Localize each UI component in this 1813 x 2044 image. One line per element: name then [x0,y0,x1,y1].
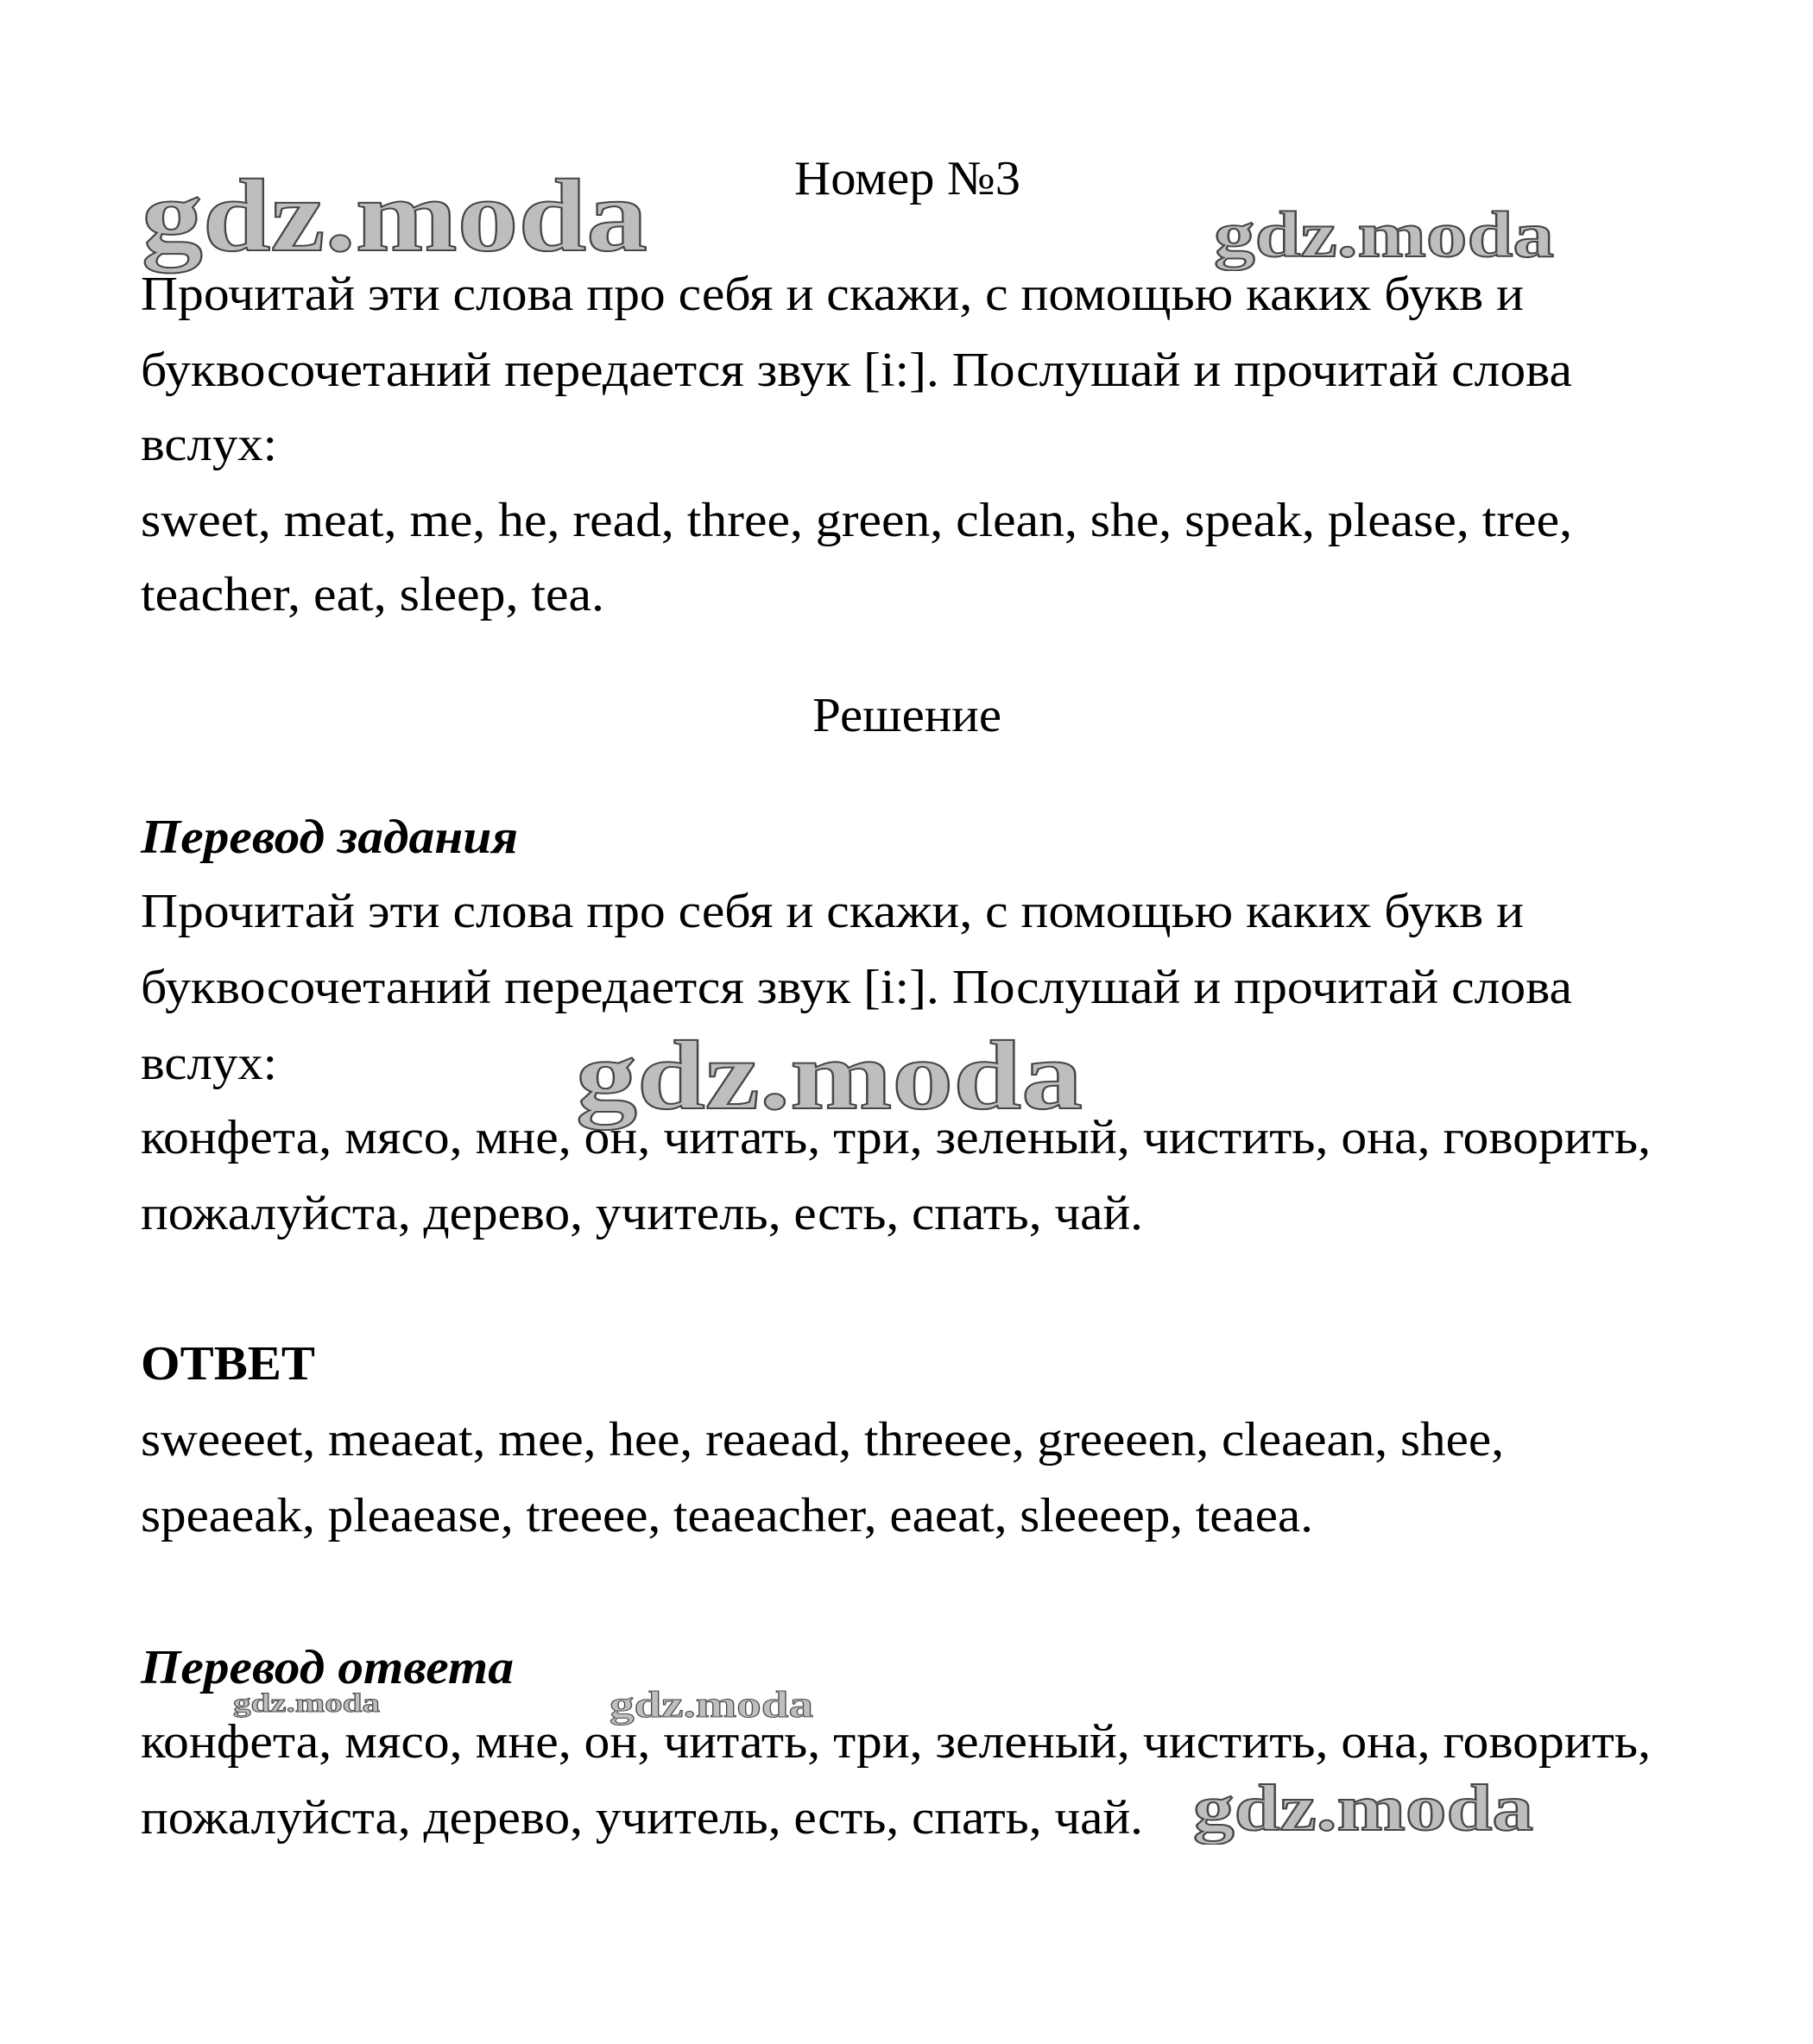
translation-answer-heading: Перевод ответа [141,1641,514,1694]
translation-task-heading: Перевод задания [141,811,518,864]
task-line: Прочитай эти слова про себя и скажи, с помощью каких букв и [141,268,1525,321]
translation-answer-line: пожалуйста, дерево, учитель, есть, спать, чай. [141,1791,1143,1845]
translation-answer-line: конфета, мясо, мне, он, читать, три, зеленый, чистить, она, говорить, [141,1715,1651,1769]
watermark: gdz.moda [1193,1772,1533,1845]
page-title: Номер №3 [794,152,1020,205]
task-line: вслух: [141,418,277,471]
watermark: gdz.moda [233,1688,380,1718]
translation-task-line: вслух: [141,1037,277,1090]
watermark: gdz.moda [1214,199,1554,271]
answer-line: sweeeet, meaeat, mee, hee, reaead, threeee, greeeen, cleaean, shee, [141,1413,1504,1467]
task-line: буквосочетаний передается звук [i:]. Послушай и прочитай слова [141,344,1572,397]
answer-line: speaeak, pleaease, treeee, teaeacher, eaeat, sleeeep, teaea. [141,1489,1313,1542]
translation-task-line: буквосочетаний передается звук [i:]. Послушай и прочитай слова [141,961,1572,1014]
task-line: teacher, eat, sleep, tea. [141,568,604,621]
task-line: sweet, meat, me, he, read, three, green, clean, she, speak, please, tree, [141,494,1572,547]
answer-heading: ОТВЕТ [141,1337,315,1391]
watermark: gdz.moda [610,1685,813,1725]
translation-task-line: пожалуйста, дерево, учитель, есть, спать, чай. [141,1187,1143,1240]
solution-heading: Решение [812,689,1001,742]
translation-task-line: конфета, мясо, мне, он, читать, три, зеленый, чистить, она, говорить, [141,1111,1651,1164]
watermark: gdz.moda [576,1020,1083,1130]
translation-task-line: Прочитай эти слова про себя и скажи, с помощью каких букв и [141,885,1525,938]
watermark: gdz.moda [142,158,648,273]
